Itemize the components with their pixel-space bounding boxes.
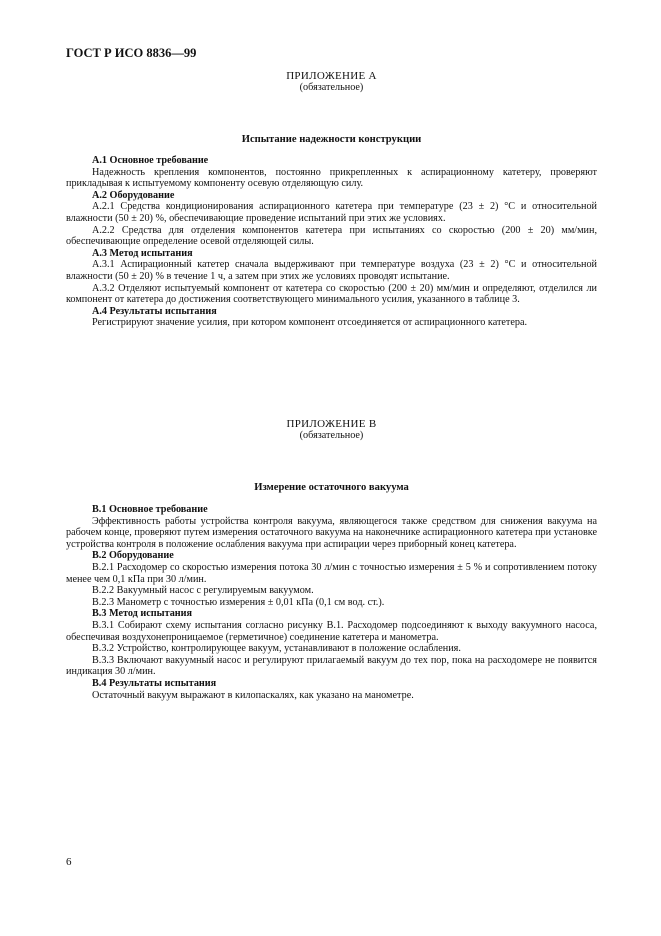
appendix-a-body [66, 155, 597, 329]
paragraph: В.3.1 Собирают схему испытания согласно рисунку В.1. Расходомер подсоединяют к выходу вакуумного насоса, обеспечивая воздухонепроницаемое (герметичное) соединение катетера и манометра. [66, 619, 597, 643]
section-heading: А.2 Оборудование [92, 189, 175, 201]
appendix-a-heading [66, 70, 597, 93]
paragraph: А.3.1 Аспирационный катетер сначала выдерживают при температуре воздуха (23 ± 2) °С и относительной влажности (50 ± 20) % в течение 1 ч, а затем при этих же условиях проводят испытание. [66, 259, 597, 282]
paragraph: А.3.2 Отделяют испытуемый компонент от катетера со скоростью (200 ± 20) мм/мин и определяют, отделился ли компонент от катетера до достижения соответствующего минимального усилия, указанного в таблице 3. [66, 282, 597, 306]
appendix-b-label: ПРИЛОЖЕНИЕ В [286, 418, 377, 430]
section-heading: А.4 Результаты испытания [92, 305, 217, 317]
appendix-a-status: (обязательное) [299, 82, 364, 93]
paragraph: Регистрируют значение усилия, при котором компонент отсоединяется от аспирационного катетера. [92, 317, 528, 329]
paragraph: В.2.2 Вакуумный насос с регулируемым вакуумом. [92, 585, 314, 597]
section-heading: В.2 Оборудование [92, 550, 174, 562]
paragraph: В.2.1 Расходомер со скоростью измерения потока 30 л/мин с точностью измерения ± 5 % и сопротивлением потоку менее чем 0,1 кПа при 30 л/мин. [66, 561, 597, 585]
paragraph: А.2.1 Средства кондиционирования аспирационного катетера при температуре (23 ± 2) °С и относительной влажности (50 ± 20) %, обеспечивающие проведение испытаний при этих же условиях. [66, 201, 597, 224]
appendix-b-title: Измерение остаточного вакуума [254, 482, 409, 493]
paragraph: В.2.3 Манометр с точностью измерения ± 0,01 кПа (0,1 см вод. ст.). [92, 596, 385, 608]
page-number: 6 [66, 856, 72, 868]
appendix-a-title: Испытание надежности конструкции [241, 134, 422, 145]
appendix-b-status: (обязательное) [299, 430, 364, 441]
paragraph: Остаточный вакуум выражают в килопаскалях, как указано на манометре. [92, 689, 414, 701]
paragraph: А.2.2 Средства для отделения компонентов катетера при испытаниях со скоростью (200 ± 20) мм/мин, обеспечивающие определение осевой отделяющей силы. [66, 224, 597, 248]
section-heading: А.3 Метод испытания [92, 247, 193, 259]
paragraph: Надежность крепления компонентов, постоянно прикрепленных к аспирационному катетеру, проверяют прикладывая к испытуемому компоненту осевую отделяющую силу. [66, 166, 597, 190]
paragraph: Эффективность работы устройства контроля вакуума, являющегося также средством для снижения вакуума на рабочем конце, проверяют путем измерения остаточного вакуума на наконечнике аспирационного катетера при установке устройства контроля в положение ослабления вакуума при аспирации через приборный конец катетера. [66, 515, 597, 550]
appendix-b-body [66, 504, 597, 701]
appendix-a-label: ПРИЛОЖЕНИЕ А [286, 70, 377, 82]
document-header: ГОСТ Р ИСО 8836—99 [66, 46, 197, 60]
section-heading: В.1 Основное требование [92, 504, 208, 515]
paragraph: В.3.2 Устройство, контролирующее вакуум, устанавливают в положение ослабления. [92, 643, 461, 655]
section-heading: В.3 Метод испытания [92, 608, 193, 620]
section-heading: А.1 Основное требование [92, 155, 209, 166]
section-heading: В.4 Результаты испытания [92, 677, 217, 689]
paragraph: В.3.3 Включают вакуумный насос и регулируют прилагаемый вакуум до тех пор, пока на расходомере не появится индикация 30 л/мин. [66, 654, 597, 678]
appendix-b-heading [66, 418, 597, 441]
